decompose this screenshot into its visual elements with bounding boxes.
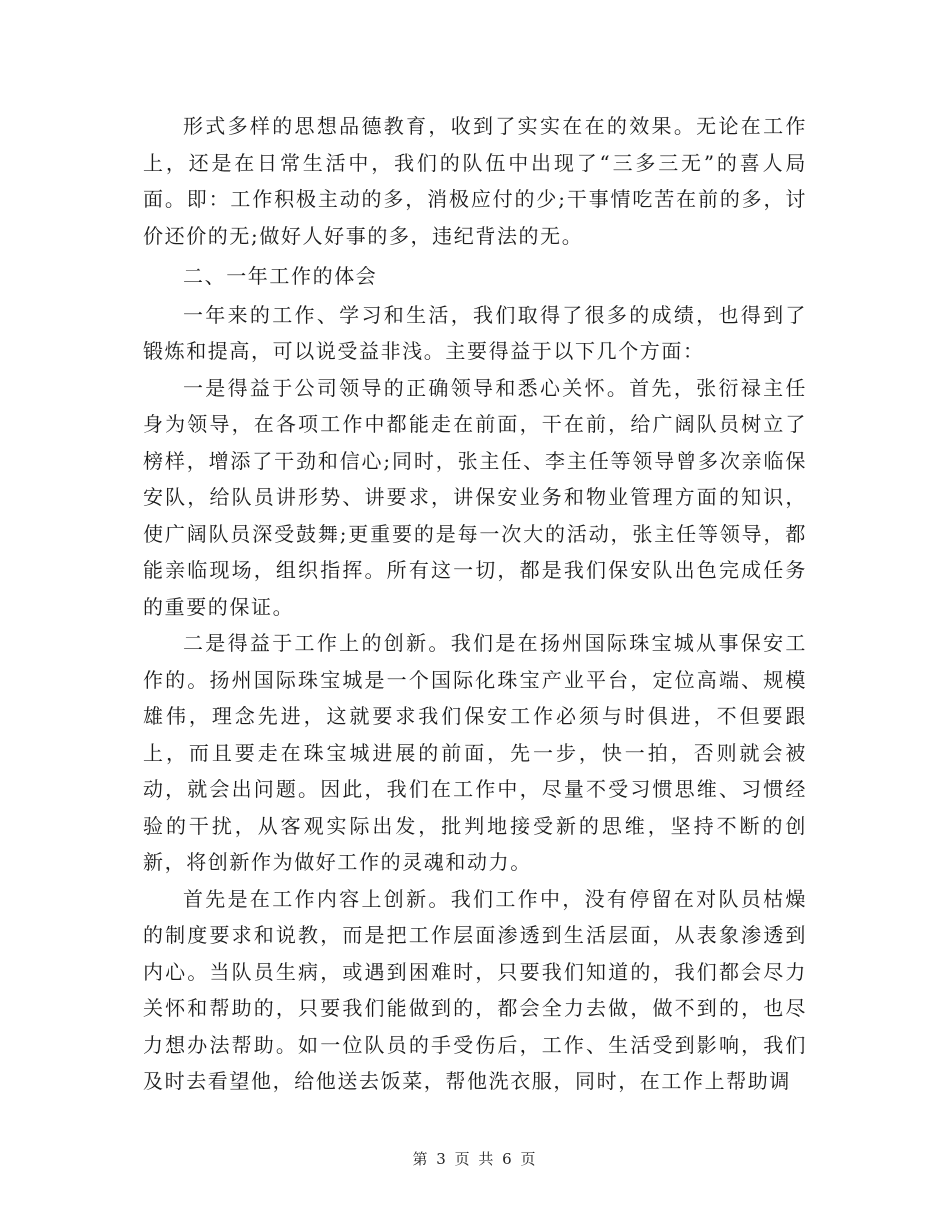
page-footer: 第 3 页 共 6 页 (412, 1150, 538, 1168)
paragraph-5: 首先是在工作内容上创新。我们工作中，没有停留在对队员枯燥的制度要求和说教，而是把工作层面渗透到生活层面，从表象渗透到内心。当队员生病，或遇到困难时，只要我们知道的，我们都会尽力关怀和帮助的，只要我们能做到的，都会全力去做，做不到的，也尽力想办法帮助。如一位队员的手受伤后，工作、生活受到影响，我们及时去看望他，给他送去饭菜，帮他洗衣服，同时，在工作上帮助调 (143, 886, 807, 1093)
document-body (143, 108, 807, 1100)
section-heading: 二、一年工作的体会 (183, 264, 378, 288)
paragraph-4: 二是得益于工作上的创新。我们是在扬州国际珠宝城从事保安工作的。扬州国际珠宝城是一个国际化珠宝产业平台，定位高端、规模雄伟，理念先进，这就要求我们保安工作必须与时俱进，不但要跟上，而且要走在珠宝城进展的前面，先一步，快一拍，否则就会被动，就会出问题。因此，我们在工作中，尽量不受习惯思维、习惯经验的干扰，从客观实际出发，批判地接受新的思维，坚持不断的创新，将创新作为做好工作的灵魂和动力。 (143, 631, 807, 874)
paragraph-1: 形式多样的思想品德教育，收到了实实在在的效果。无论在工作上，还是在日常生活中，我们的队伍中出现了“三多三无”的喜人局面。即：工作积极主动的多，消极应付的少;干事情吃苦在前的多，讨价还价的无;做好人好事的多，违纪背法的无。 (143, 114, 807, 248)
paragraph-3: 一是得益于公司领导的正确领导和悉心关怀。首先，张衍禄主任身为领导，在各项工作中都能走在前面，干在前，给广阔队员树立了榜样，增添了干劲和信心;同时，张主任、李主任等领导曾多次亲临保安队，给队员讲形势、讲要求，讲保安业务和物业管理方面的知识，使广阔队员深受鼓舞;更重要的是每一次大的活动，张主任等领导，都能亲临现场，组织指挥。所有这一切，都是我们保安队出色完成任务的重要的保证。 (143, 375, 807, 619)
paragraph-2: 一年来的工作、学习和生活，我们取得了很多的成绩，也得到了锻炼和提高，可以说受益非浅。主要得益于以下几个方面： (143, 302, 807, 363)
